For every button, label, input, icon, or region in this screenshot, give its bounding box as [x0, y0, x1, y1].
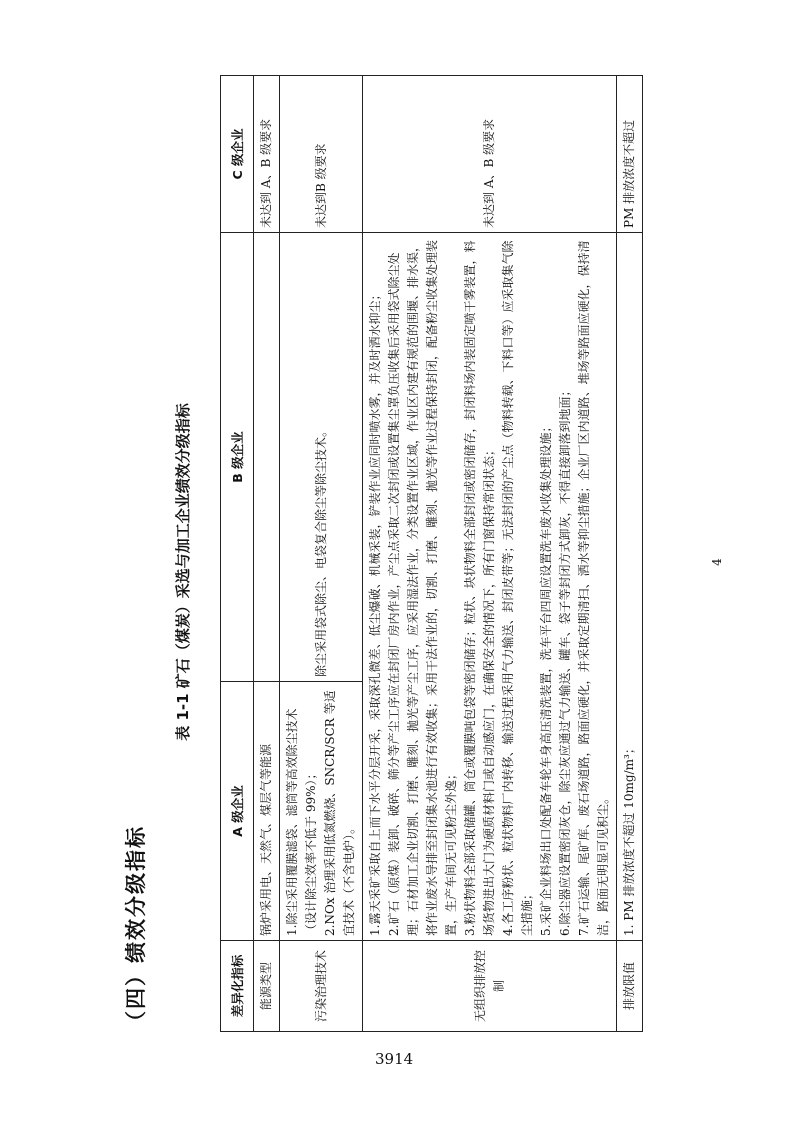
fugitive-line: 6.除尘器应设置密闭灰仓，除尘灰应通过气力输送、罐车、袋子等封闭方式卸灰，不得直接卸落到地面；	[558, 384, 572, 936]
energy-b-cell	[254, 233, 280, 682]
pollution-a-cell	[280, 682, 363, 941]
emission-ab-cell: 1. PM 排放浓度不超过 10mg/m³；	[617, 233, 643, 941]
table-header-row	[221, 76, 254, 1032]
rotated-page-content	[120, 112, 660, 1032]
page-number: 3914	[375, 1050, 414, 1068]
energy-a-cell: 锅炉采用电、天然气、煤层气等能源	[254, 682, 280, 941]
pollution-a-line: 2.NOx 治理采用低氮燃烧、SNCR/SCR 等适宜技术（不含电炉）。	[323, 690, 356, 936]
energy-c-cell: 未达到 A、B 级要求	[254, 76, 280, 233]
inner-page-number: 4	[709, 558, 724, 566]
table-caption: 表 1-1 矿石（煤炭）采选与加工企业绩效分级指标	[174, 403, 192, 741]
header-indicator: 差异化指标	[221, 941, 254, 1032]
row-indicator-fugitive-emission: 无组织排放控制	[363, 941, 617, 1032]
header-grade-b: B 级企业	[221, 233, 254, 682]
pollution-c-cell: 未达到B 级要求	[280, 76, 363, 233]
table-row	[617, 76, 643, 1032]
table-row	[363, 76, 617, 1032]
header-grade-a: A 级企业	[221, 682, 254, 941]
header-grade-c: C 级企业	[221, 76, 254, 233]
row-indicator-emission-limit: 排放限值	[617, 941, 643, 1032]
emission-c-cell: PM 排放浓度不超过	[617, 76, 643, 233]
row-indicator-pollution-control: 污染治理技术	[280, 941, 363, 1032]
fugitive-line: 3.粉状物料全部采取储罐、筒仓或覆膜吨包袋等密闭储存；粒状、块状物料全部封闭或密闭储存，封闭料场内装固定喷干雾装置，料场货物进出大门为硬质材料门或自动感应门，在确保安全的情况下，所有门窗保持常闭状态；	[463, 240, 496, 936]
fugitive-line: 4.各工序粉状、粒状物料厂内转移、输送过程采用气力输送、封闭皮带等；无法封闭的产尘点（物料转载、下料口等）应采取集气除尘措施；	[501, 240, 534, 936]
fugitive-line: 7.矿石运输、尾矿库、废石场道路，路面应硬化，并采取定期清扫、洒水等抑尘措施；企业厂区内道路、堆场等路面应硬化，保持清洁，路面无明显可见积尘。	[577, 240, 610, 936]
fugitive-c-cell: 未达到 A、B 级要求	[363, 76, 617, 233]
fugitive-line: 5.采矿企业料场出口处配备车轮车身高压清洗装置，洗车平台四周应设置洗车废水收集处理设施；	[539, 420, 553, 936]
performance-grading-table	[220, 75, 643, 1032]
pollution-a-line: 1.除尘采用覆膜滤袋、滤筒等高效除尘技术（设计除尘效率不低于 99%）；	[285, 708, 318, 936]
fugitive-line: 2.矿石（原煤）装卸、破碎、筛分等产尘工序应在封闭厂房内作业，产尘点采取二次封闭或设置集尘罩负压收集后采用袋式除尘处理；石材加工企业切割、打磨、雕刻、抛光等产尘工序，应采用湿法作业，分类设置作业区域，作业区内建有规范的围堰、排水渠，将作业废水导排至封闭集水池进行有效收集；采用干法作业的，切割、打磨、雕刻、抛光等作业过程保持封闭，配备粉尘收集处理装置，生产车间无可见粉尘外逸；	[387, 239, 458, 936]
fugitive-ab-cell	[363, 233, 617, 941]
pollution-b-cell: 除尘采用袋式除尘、电袋复合除尘等除尘技术。	[280, 233, 363, 682]
fugitive-line: 1.露天采矿采取自上而下水平分层开采，采取深孔微差、低尘爆破、机械采装，铲装作业应同时喷水雾，并及时洒水抑尘；	[368, 288, 382, 936]
table-row	[254, 76, 280, 1032]
row-indicator-energy: 能源类型	[254, 941, 280, 1032]
table-row	[280, 76, 363, 1032]
section-heading: （四）绩效分级指标	[124, 825, 148, 1032]
